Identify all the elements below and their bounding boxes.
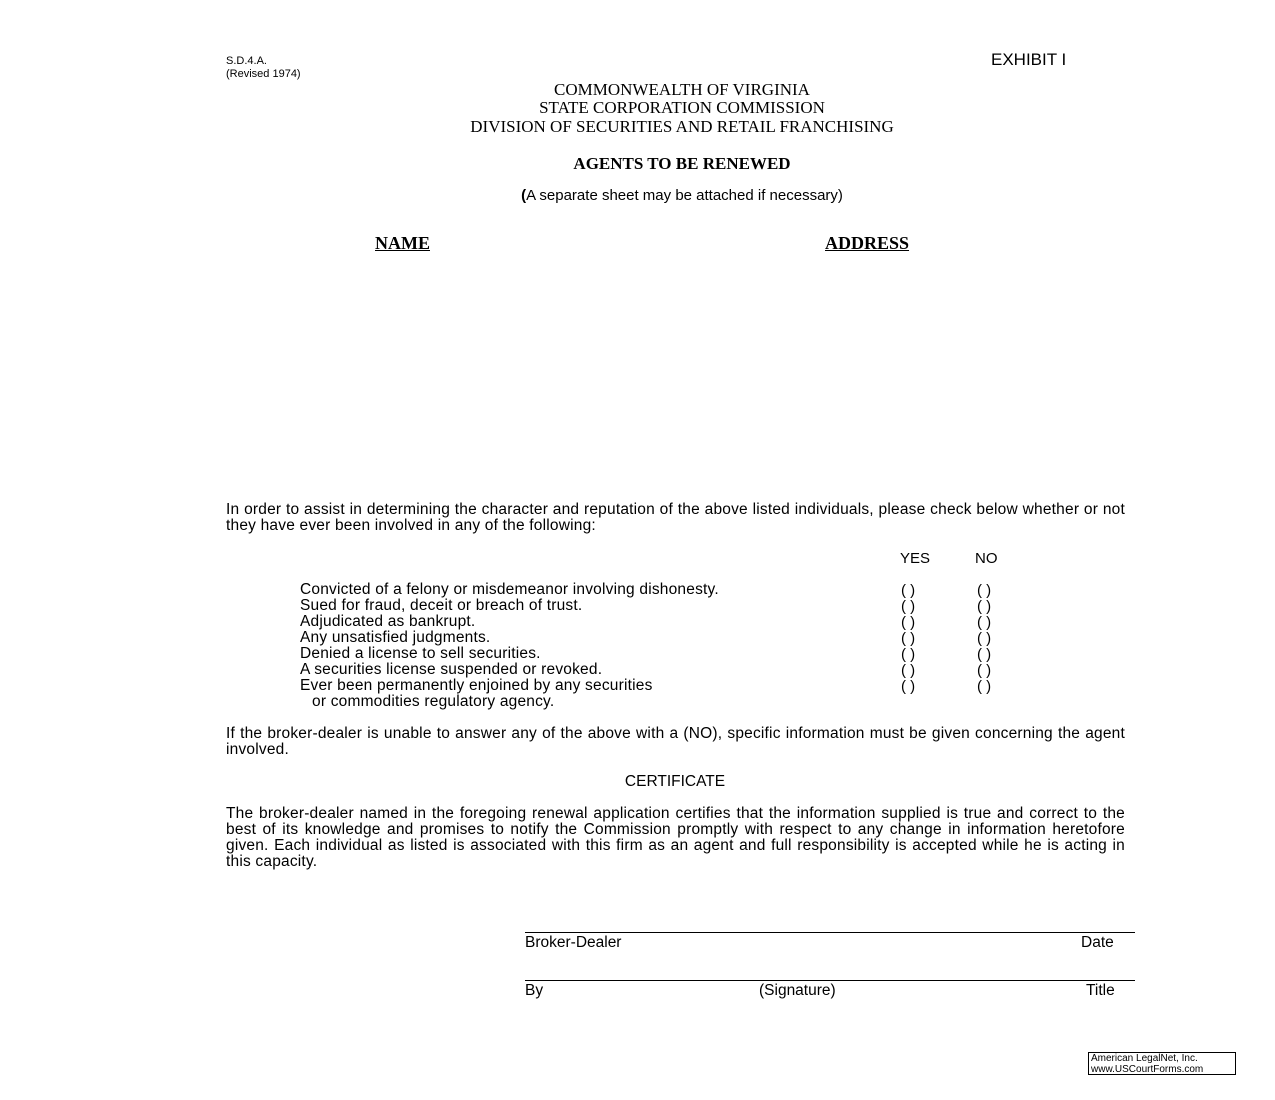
certificate-paragraph: The broker-dealer named in the foregoing renewal application certifies that the information supplied is true and correct to the best of its knowledge and promises to notify the Commission promptly with respect to any change in information heretofore given. Each individual as listed is associated with this firm as an agent and full responsibility is accepted while he is acting in this capacity. [226,805,1125,870]
broker-dealer-label: Broker-Dealer [525,934,622,951]
checkbox-yes-license-denied[interactable]: ( ) [901,646,916,663]
broker-dealer-line[interactable] [525,932,1135,933]
checkbox-no-enjoined[interactable]: ( ) [977,678,992,695]
attach-note-text: A separate sheet may be attached if necessary) [526,187,843,204]
no-header: NO [975,550,998,567]
followup-paragraph: If the broker-dealer is unable to answer any of the above with a (NO), specific information must be given concerning the agent involved. [226,725,1125,758]
column-name: NAME [375,233,430,253]
checkbox-no-license-suspended[interactable]: ( ) [977,662,992,679]
header-commonwealth: COMMONWEALTH OF VIRGINIA [554,80,810,99]
certificate-title: CERTIFICATE [624,773,726,790]
by-label: By [525,982,544,999]
checkbox-no-license-denied[interactable]: ( ) [977,646,992,663]
checkbox-no-judgments[interactable]: ( ) [977,630,992,647]
question-enjoined: Ever been permanently enjoined by any securities [300,677,653,694]
question-license-denied: Denied a license to sell securities. [300,645,541,662]
page-title: AGENTS TO BE RENEWED [573,154,791,173]
checkbox-yes-felony[interactable]: ( ) [901,582,916,599]
checkbox-yes-enjoined[interactable]: ( ) [901,678,916,695]
question-judgments: Any unsatisfied judgments. [300,629,491,646]
column-address: ADDRESS [825,233,910,253]
attach-note [0,186,1275,205]
yes-header: YES [900,550,931,567]
checkbox-yes-judgments[interactable]: ( ) [901,630,916,647]
form-code: S.D.4.A. [226,55,267,67]
question-fraud: Sued for fraud, deceit or breach of trust. [300,597,583,614]
checkbox-yes-license-suspended[interactable]: ( ) [901,662,916,679]
checkbox-no-felony[interactable]: ( ) [977,582,992,599]
title-label: Title [1086,982,1115,999]
american-legalnet-logo [1088,1052,1236,1075]
logo-website: www.USCourtForms.com [1091,1064,1204,1075]
checkbox-yes-bankrupt[interactable]: ( ) [901,614,916,631]
question-felony: Convicted of a felony or misdemeanor involving dishonesty. [300,581,719,598]
question-enjoined-continued: or commodities regulatory agency. [312,693,555,710]
header-division: DIVISION OF SECURITIES AND RETAIL FRANCHISING [470,117,894,136]
signature-label: (Signature) [759,982,836,999]
attach-note-paren: ( [521,187,527,204]
exhibit-label: EXHIBIT I [991,50,1067,69]
logo-company: American LegalNet, Inc. [1091,1053,1198,1064]
form-revised: (Revised 1974) [226,68,301,80]
checkbox-no-bankrupt[interactable]: ( ) [977,614,992,631]
date-label: Date [1081,934,1114,951]
checkbox-yes-fraud[interactable]: ( ) [901,598,916,615]
question-license-suspended: A securities license suspended or revoked. [300,661,603,678]
checkbox-no-fraud[interactable]: ( ) [977,598,992,615]
question-bankrupt: Adjudicated as bankrupt. [300,613,476,630]
intro-paragraph: In order to assist in determining the character and reputation of the above listed individuals, please check below whether or not they have ever been involved in any of the following: [226,501,1125,534]
header-commission: STATE CORPORATION COMMISSION [539,98,825,117]
signature-line[interactable] [525,980,1135,981]
